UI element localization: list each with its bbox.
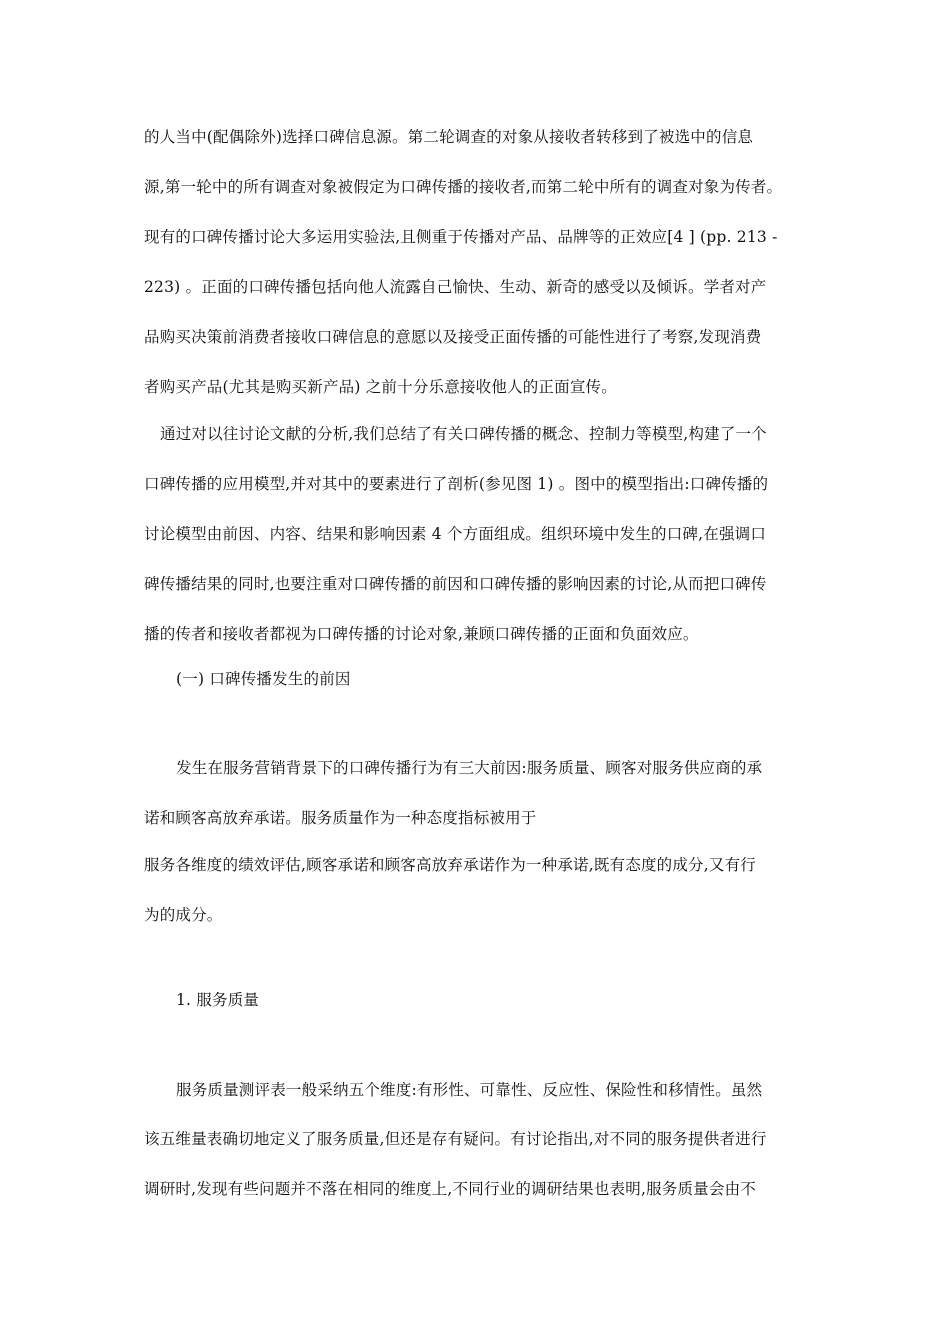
paragraph-line: 该五维量表确切地定义了服务质量,但还是存有疑问。有讨论指出,对不同的服务提供者进行 bbox=[144, 1130, 767, 1148]
paragraph-line: 调研时,发现有些问题并不落在相同的维度上,不同行业的调研结果也表明,服务质量会由不 bbox=[144, 1180, 756, 1198]
paragraph-line: 通过对以往讨论文献的分析,我们总结了有关口碑传播的概念、控制力等模型,构建了一个 bbox=[160, 425, 767, 443]
paragraph-line: 发生在服务营销背景下的口碑传播行为有三大前因:服务质量、顾客对服务供应商的承 bbox=[176, 759, 763, 777]
paragraph-line: 讨论模型由前因、内容、结果和影响因素 4 个方面组成。组织环境中发生的口碑,在强调口 bbox=[144, 525, 767, 543]
subsection-heading: 1. 服务质量 bbox=[176, 991, 260, 1009]
paragraph-line: 223) 。正面的口碑传播包括向他人流露自己愉快、生动、新奇的感受以及倾诉。学者对产 bbox=[144, 278, 767, 296]
paragraph-line: 的人当中(配偶除外)选择口碑信息源。第二轮调查的对象从接收者转移到了被选中的信息 bbox=[144, 128, 754, 146]
paragraph-line: 播的传者和接收者都视为口碑传播的讨论对象,兼顾口碑传播的正面和负面效应。 bbox=[144, 625, 699, 643]
paragraph-line: 源,第一轮中的所有调查对象被假定为口碑传播的接收者,而第二轮中所有的调查对象为传者。 bbox=[144, 178, 783, 196]
paragraph-line: 为的成分。 bbox=[144, 906, 223, 924]
paragraph-line: 诺和顾客高放弃承诺。服务质量作为一种态度指标被用于 bbox=[144, 809, 537, 827]
section-heading: (一) 口碑传播发生的前因 bbox=[176, 670, 351, 688]
paragraph-line: 者购买产品(尤其是购买新产品) 之前十分乐意接收他人的正面宣传。 bbox=[144, 378, 617, 396]
paragraph-line: 碑传播结果的同时,也要注重对口碑传播的前因和口碑传播的影响因素的讨论,从而把口碑传 bbox=[144, 575, 767, 593]
paragraph-line: 品购买决策前消费者接收口碑信息的意愿以及接受正面传播的可能性进行了考察,发现消费 bbox=[144, 328, 762, 346]
paragraph-line: 服务各维度的绩效评估,顾客承诺和顾客高放弃承诺作为一种承诺,既有态度的成分,又有行 bbox=[144, 856, 756, 874]
paragraph-line: 现有的口碑传播讨论大多运用实验法,且侧重于传播对产品、品牌等的正效应[4 ] (pp. 213 - bbox=[144, 228, 778, 246]
paragraph-line: 服务质量测评表一般采纳五个维度:有形性、可靠性、反应性、保险性和移情性。虽然 bbox=[176, 1081, 763, 1099]
paragraph-line: 口碑传播的应用模型,并对其中的要素进行了剖析(参见图 1) 。图中的模型指出:口碑传播的 bbox=[144, 475, 769, 493]
